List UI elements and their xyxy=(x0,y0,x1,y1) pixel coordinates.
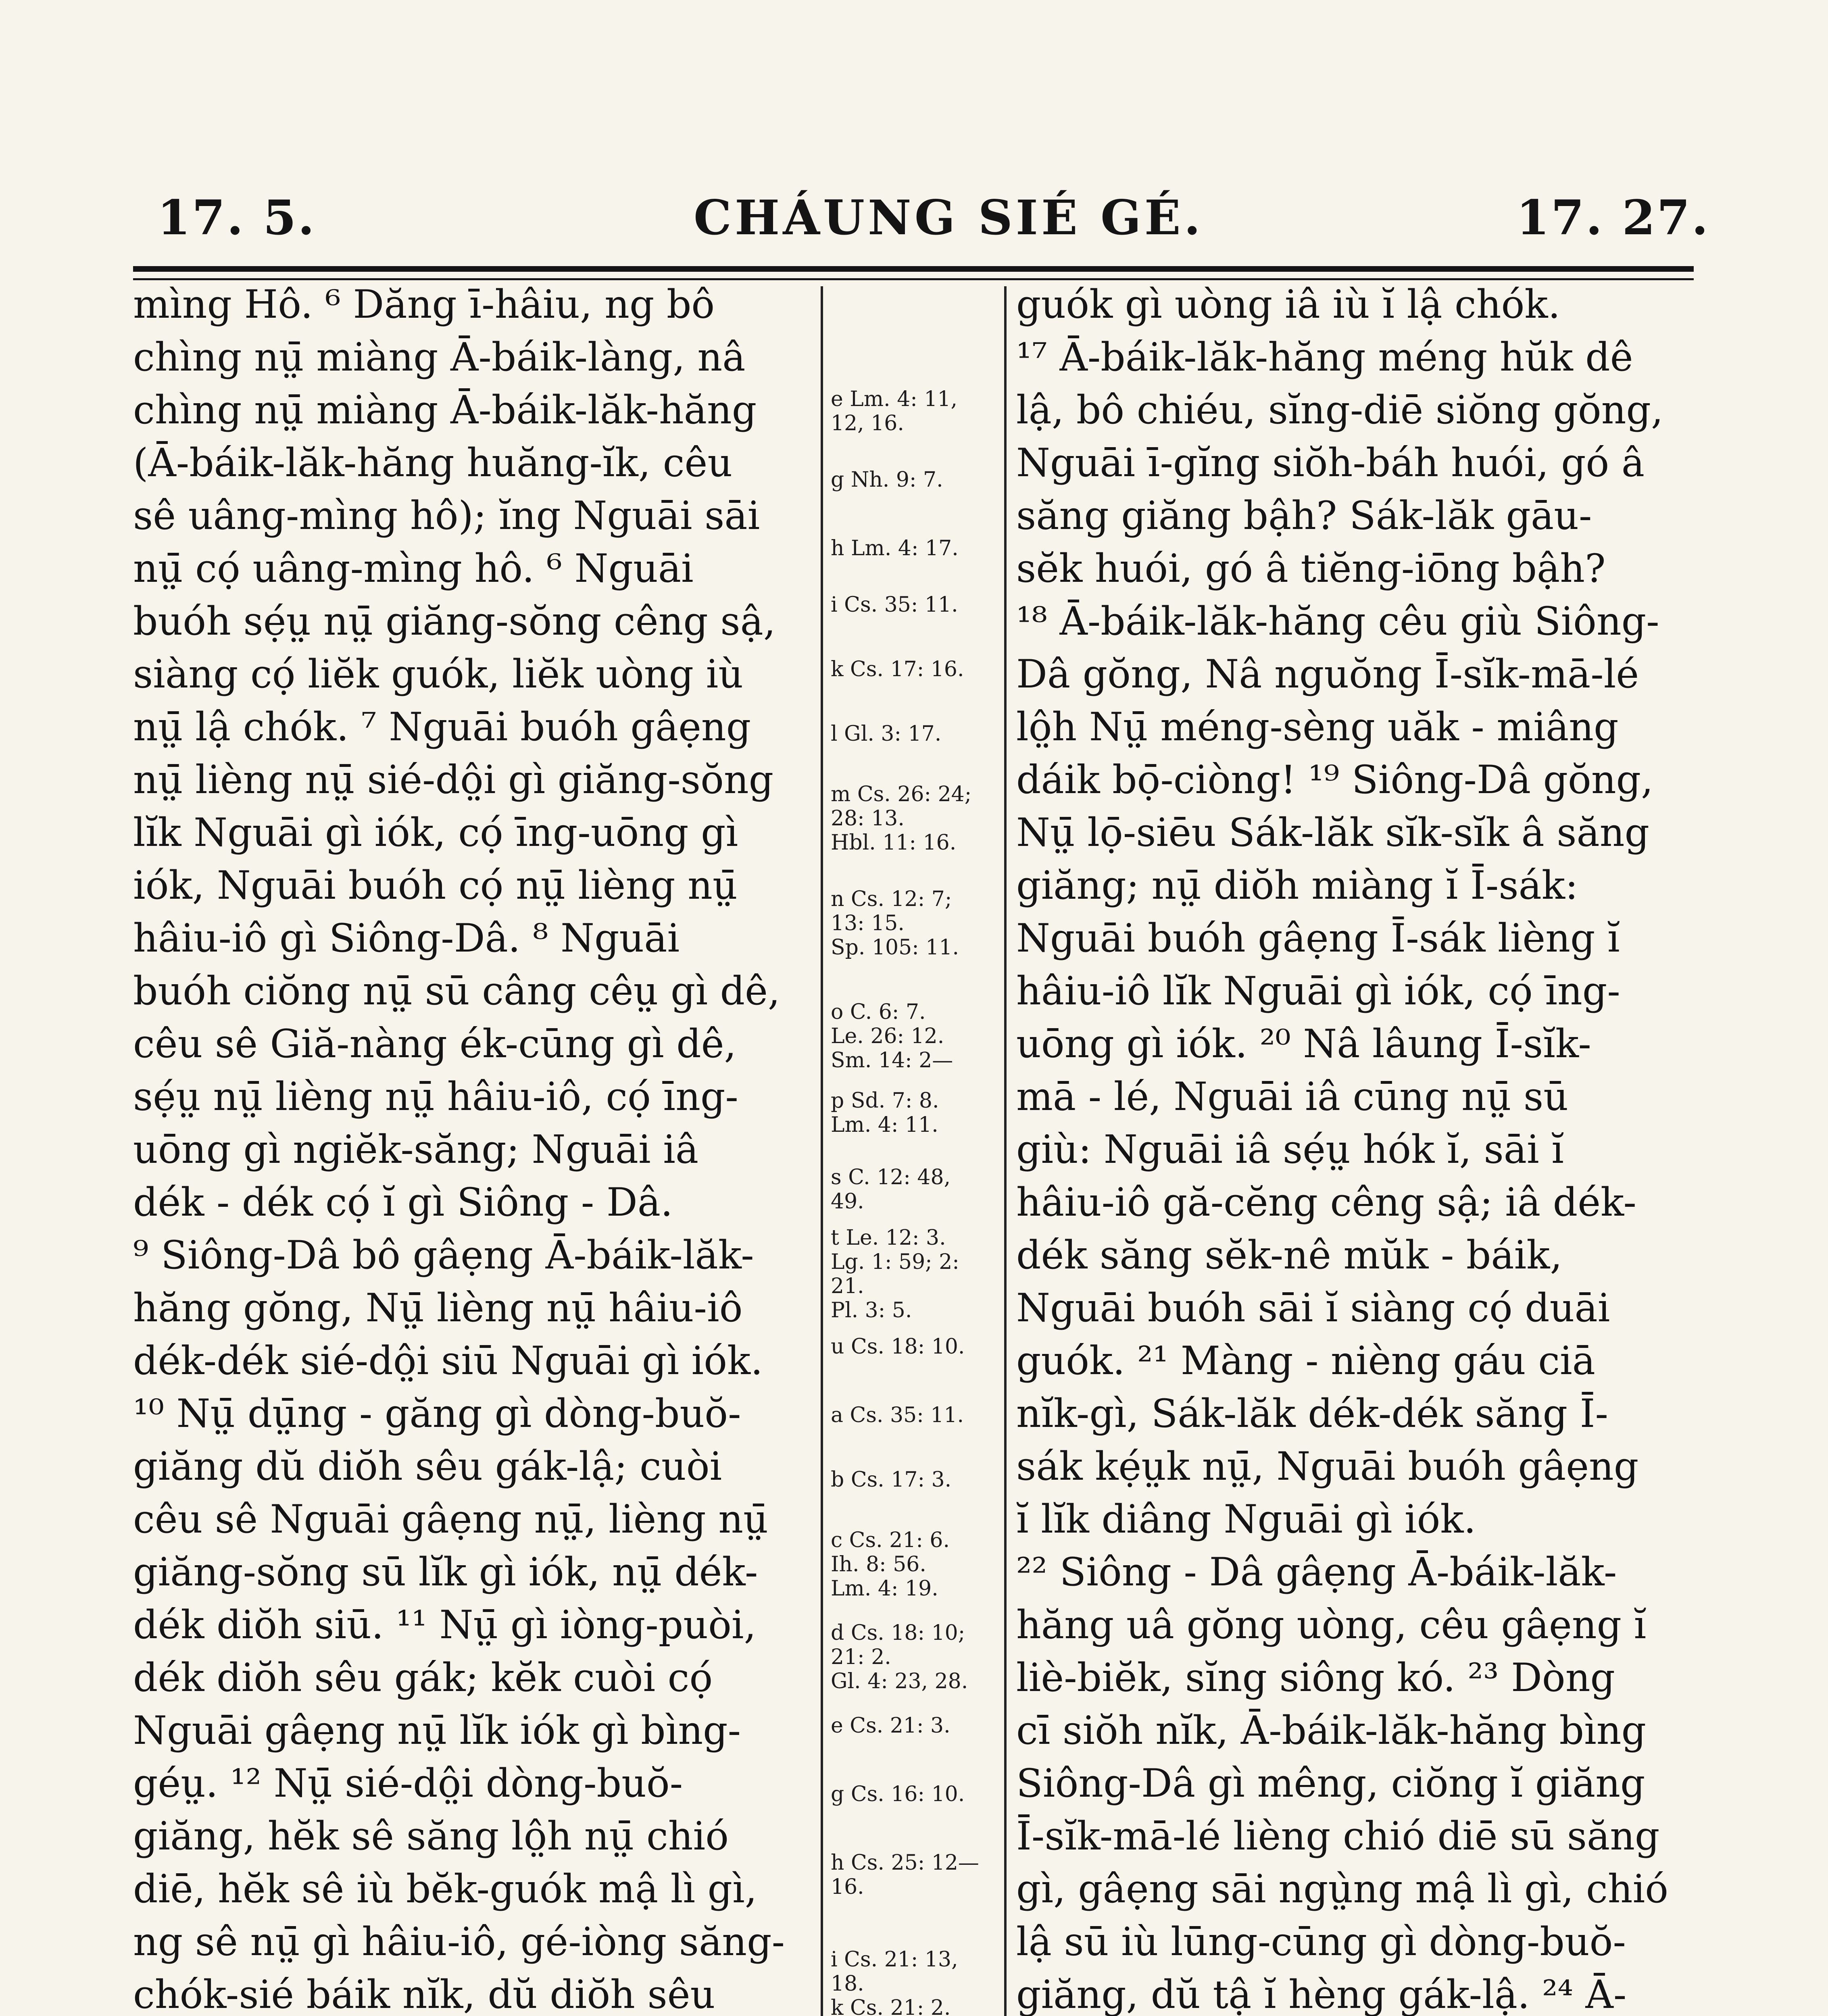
cross-reference: n Cs. 12: 7; 13: 15. Sp. 105: 11. xyxy=(831,887,959,960)
cross-reference: b Cs. 17: 3. xyxy=(831,1468,952,1492)
text-line: giăng, hĕk sê săng lô̤h nṳ̄ chió xyxy=(133,1814,729,1859)
text-line: nṳ̄ cọ́ uâng-mìng hô. ⁶ Nguāi xyxy=(133,546,694,591)
text-line: dék diŏh sêu gák; kĕk cuòi cọ́ xyxy=(133,1655,713,1700)
left-text-column xyxy=(133,278,800,2016)
text-line: nṳ̄ lậ chók. ⁷ Nguāi buóh gâẹng xyxy=(133,704,751,750)
text-line: ĭ lĭk diâng Nguāi gì iók. xyxy=(1016,1497,1476,1542)
text-line: cī siŏh nĭk, Ā-báik-lăk-hăng bìng xyxy=(1016,1708,1647,1753)
text-line: guók. ²¹ Màng - nièng gáu ciā xyxy=(1016,1338,1595,1383)
text-line: uōng gì ngiĕk-săng; Nguāi iâ xyxy=(133,1127,699,1172)
text-line: lậ, bô chiéu, sĭng-diē siŏng gŏng, xyxy=(1016,387,1663,433)
text-line: Siông-Dâ gì mêng, ciŏng ĭ giăng xyxy=(1016,1761,1645,1806)
cross-reference: k Cs. 21: 2. xyxy=(831,1996,951,2016)
text-line: giăng dŭ diŏh sêu gák-lậ; cuòi xyxy=(133,1444,722,1489)
cross-reference: k Cs. 17: 16. xyxy=(831,657,964,681)
cross-reference-column xyxy=(831,278,1004,2016)
cross-reference: u Cs. 18: 10. xyxy=(831,1335,965,1359)
text-line: (Ā-báik-lăk-hăng huăng-ĭk, cêu xyxy=(133,440,733,485)
cross-reference: o C. 6: 7. Le. 26: 12. Sm. 14: 2— xyxy=(831,1000,953,1073)
text-line: buóh ciŏng nṳ̄ sū câng cêṳ gì dê, xyxy=(133,968,780,1014)
text-line: chìng nṳ̄ miàng Ā-báik-làng, nâ xyxy=(133,335,746,380)
cross-reference: p Sd. 7: 8. Lm. 4: 11. xyxy=(831,1089,939,1137)
text-line: sĕk huói, gó â tiĕng-iōng bậh? xyxy=(1016,546,1606,591)
text-line: Nguāi buóh gâẹng Ī-sák lièng ĭ xyxy=(1016,916,1620,961)
text-line: Dâ gŏng, Nâ nguŏng Ī-sĭk-mā-lé xyxy=(1016,652,1639,697)
chapter-verse-range-start: 17. 5. xyxy=(157,190,316,246)
text-line: giăng, dŭ tậ ĭ hèng gák-lậ. ²⁴ Ā- xyxy=(1016,1972,1627,2016)
cross-reference: g Nh. 9: 7. xyxy=(831,468,943,492)
text-line: Nguāi buóh sāi ĭ siàng cọ́ duāi xyxy=(1016,1285,1610,1331)
column-divider-right xyxy=(1004,286,1007,2016)
text-line: mā - lé, Nguāi iâ cūng nṳ̄ sū xyxy=(1016,1074,1569,1119)
cross-reference: t Le. 12: 3. Lg. 1: 59; 2: 21. Pl. 3: 5. xyxy=(831,1226,959,1322)
text-line: buóh sẹ́ṳ nṳ̄ giăng-sŏng cêng sậ, xyxy=(133,599,776,644)
cross-reference: d Cs. 18: 10; 21: 2. Gl. 4: 23, 28. xyxy=(831,1621,968,1693)
text-line: cêu sê Giă-nàng ék-cūng gì dê, xyxy=(133,1021,737,1066)
text-line: Ī-sĭk-mā-lé lièng chió diē sū săng xyxy=(1016,1814,1660,1859)
cross-reference: m Cs. 26: 24; 28: 13. Hbl. 11: 16. xyxy=(831,782,972,855)
text-line: giăng; nṳ̄ diŏh miàng ĭ Ī-sák: xyxy=(1016,863,1578,908)
text-line: chìng nṳ̄ miàng Ā-báik-lăk-hăng xyxy=(133,387,757,433)
text-line: Nṳ̄ lọ̄-siēu Sák-lăk sĭk-sĭk â săng xyxy=(1016,810,1650,855)
text-line: ²² Siông - Dâ gâẹng Ā-báik-lăk- xyxy=(1016,1549,1617,1595)
cross-reference: i Cs. 35: 11. xyxy=(831,593,958,617)
cross-reference: l Gl. 3: 17. xyxy=(831,722,942,746)
text-line: giăng-sŏng sū lĭk gì iók, nṳ̄ dék- xyxy=(133,1549,758,1595)
text-line: dék diŏh siū. ¹¹ Nṳ̄ gì iòng-puòi, xyxy=(133,1602,757,1647)
text-line: săng giăng bậh? Sák-lăk gāu- xyxy=(1016,493,1592,538)
text-line: Nguāi gâẹng nṳ̄ lĭk iók gì bìng- xyxy=(133,1708,741,1753)
text-line: sê uâng-mìng hô); ĭng Nguāi sāi xyxy=(133,493,760,538)
column-divider-left xyxy=(821,286,823,2016)
text-line: lô̤h Nṳ̄ méng-sèng uăk - miâng xyxy=(1016,704,1619,750)
text-line: diē, hĕk sê iù bĕk-guók mậ lì gì, xyxy=(133,1866,757,1912)
text-line: ¹⁷ Ā-báik-lăk-hăng méng hŭk dê xyxy=(1016,335,1633,380)
text-line: hâiu-iô lĭk Nguāi gì iók, cọ́ īng- xyxy=(1016,968,1620,1014)
header-rule-thick xyxy=(133,266,1694,272)
text-line: Nguāi ī-gĭng siŏh-báh huói, gó â xyxy=(1016,440,1645,485)
cross-reference: e Cs. 21: 3. xyxy=(831,1714,950,1738)
cross-reference: a Cs. 35: 11. xyxy=(831,1403,964,1427)
text-line: nĭk-gì, Sák-lăk dék-dék săng Ī- xyxy=(1016,1391,1608,1436)
cross-reference: e Lm. 4: 11, 12, 16. xyxy=(831,387,958,435)
text-line: lĭk Nguāi gì iók, cọ́ īng-uōng gì xyxy=(133,810,738,855)
text-line: guók gì uòng iâ iù ĭ lậ chók. xyxy=(1016,282,1561,327)
text-line: hăng uâ gŏng uòng, cêu gâẹng ĭ xyxy=(1016,1602,1647,1647)
text-line: uōng gì iók. ²⁰ Nâ lâung Ī-sĭk- xyxy=(1016,1021,1591,1066)
right-text-column xyxy=(1016,278,1702,2016)
text-line: géṳ. ¹² Nṳ̄ sié-dô̤i dòng-buŏ- xyxy=(133,1761,683,1806)
text-line: sák kẹ́ṳk nṳ̄, Nguāi buóh gâẹng xyxy=(1016,1444,1639,1489)
text-line: liè-biĕk, sĭng siông kó. ²³ Dòng xyxy=(1016,1655,1615,1700)
cross-reference: i Cs. 21: 13, 18. xyxy=(831,1947,958,1996)
chapter-verse-range-end: 17. 27. xyxy=(1516,190,1710,246)
text-line: lậ sū iù lūng-cūng gì dòng-buŏ- xyxy=(1016,1919,1626,1964)
cross-reference: g Cs. 16: 10. xyxy=(831,1782,965,1806)
text-line: hâiu-iô gì Siông-Dâ. ⁸ Nguāi xyxy=(133,916,680,961)
text-line: ¹⁰ Nṳ̄ dṳ̄ng - găng gì dòng-buŏ- xyxy=(133,1391,741,1436)
text-line: gì, gâẹng sāi ngṳ̀ng mậ lì gì, chió xyxy=(1016,1866,1669,1912)
book-title: CHÁUNG SIÉ GÉ. xyxy=(694,190,1204,246)
text-line: ng sê nṳ̄ gì hâiu-iô, gé-iòng săng- xyxy=(133,1919,785,1964)
text-line: ⁹ Siông-Dâ bô gâẹng Ā-báik-lăk- xyxy=(133,1233,754,1278)
text-line: siàng cọ́ liĕk guók, liĕk uòng iù xyxy=(133,652,744,697)
cross-reference: c Cs. 21: 6. Ih. 8: 56. Lm. 4: 19. xyxy=(831,1528,950,1601)
text-line: hâiu-iô gă-cĕng cêng sậ; iâ dék- xyxy=(1016,1180,1636,1225)
text-line: dék săng sĕk-nê mŭk - báik, xyxy=(1016,1233,1562,1278)
text-line: iók, Nguāi buóh cọ́ nṳ̄ lièng nṳ̄ xyxy=(133,863,738,908)
text-line: chók-sié báik nĭk, dŭ diŏh sêu xyxy=(133,1972,715,2016)
text-line: mìng Hô. ⁶ Dăng ī-hâiu, ng bô xyxy=(133,282,715,327)
cross-reference: h Lm. 4: 17. xyxy=(831,536,959,560)
text-line: dék - dék cọ́ ĭ gì Siông - Dâ. xyxy=(133,1180,673,1225)
text-line: ¹⁸ Ā-báik-lăk-hăng cêu giù Siông- xyxy=(1016,599,1659,644)
text-line: hăng gŏng, Nṳ̄ lièng nṳ̄ hâiu-iô xyxy=(133,1285,743,1331)
text-line: dék-dék sié-dô̤i siū Nguāi gì iók. xyxy=(133,1338,763,1383)
cross-reference: h Cs. 25: 12— 16. xyxy=(831,1851,979,1899)
text-line: giù: Nguāi iâ sẹ́ṳ hók ĭ, sāi ĭ xyxy=(1016,1127,1564,1172)
text-line: sẹ́ṳ nṳ̄ lièng nṳ̄ hâiu-iô, cọ́ īng- xyxy=(133,1074,738,1119)
text-line: dáik bọ̄-ciòng! ¹⁹ Siông-Dâ gŏng, xyxy=(1016,757,1653,802)
text-line: cêu sê Nguāi gâẹng nṳ̄, lièng nṳ̄ xyxy=(133,1497,768,1542)
cross-reference: s C. 12: 48, 49. xyxy=(831,1165,951,1214)
text-line: nṳ̄ lièng nṳ̄ sié-dô̤i gì giăng-sŏng xyxy=(133,757,774,802)
